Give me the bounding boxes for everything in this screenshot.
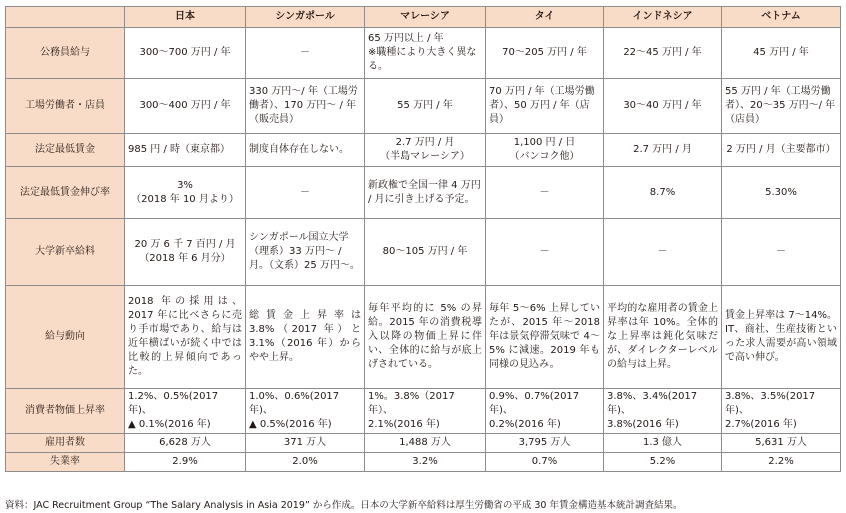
row-civil-servant-salary <box>6 28 841 79</box>
table-cell: 賃金上昇率は 7～14%。IT、商社、生産技術といった求人需要が高い領域で高い伸び。 <box>722 286 841 389</box>
header-singapore: シンガポール <box>246 7 365 28</box>
table-cell: 3.2% <box>365 453 486 472</box>
table-cell: 1.0%、0.6%(2017 年)、 ▲ 0.5%(2016 年) <box>246 389 365 434</box>
table-cell: 55 万円 / 年 <box>365 79 486 134</box>
row-label: 大学新卒給料 <box>6 219 125 286</box>
table-cell: 2 万円 / 月（主要都市） <box>722 134 841 167</box>
table-cell: 毎年平均的に 5% の昇給。2015 年の消費税導入以降の物価上昇に伴い、全体的に給与が底上げされている。 <box>365 286 486 389</box>
table-cell: 45 万円 / 年 <box>722 28 841 79</box>
table-cell: － <box>604 219 722 286</box>
table-cell: 70～205 万円 / 年 <box>486 28 604 79</box>
row-label: 消費者物価上昇率 <box>6 389 125 434</box>
source-note: 資料：JAC Recruitment Group “The Salary Analysis in Asia 2019” から作成。日本の大学新卒給料は厚生労働省の平成 30 年賃金構造基本統計調査結果。 <box>5 500 683 511</box>
table-cell: 2.0% <box>246 453 365 472</box>
table-cell: 3,795 万人 <box>486 434 604 453</box>
row-graduate-salary <box>6 219 841 286</box>
header-row <box>6 7 841 28</box>
table-cell: － <box>246 28 365 79</box>
table-cell: 80～105 万円 / 年 <box>365 219 486 286</box>
table-cell: 2.7 万円 / 月 （半島マレーシア） <box>365 134 486 167</box>
table-cell: 平均的な雇用者の賃金上昇率は年 10%。全体的な上昇率は鈍化気味だが、ダイレクターレベルの給与は上昇。 <box>604 286 722 389</box>
row-employed-persons <box>6 434 841 453</box>
table-cell: 22～45 万円 / 年 <box>604 28 722 79</box>
table-cell: 330 万円～/ 年（工場労働者）、170 万円～ / 年（販売員） <box>246 79 365 134</box>
row-factory-worker-salary <box>6 79 841 134</box>
table-cell: 制度自体存在しない。 <box>246 134 365 167</box>
table-cell: 1,488 万人 <box>365 434 486 453</box>
row-minimum-wage <box>6 134 841 167</box>
header-vietnam: ベトナム <box>722 7 841 28</box>
table-cell: 6,628 万人 <box>125 434 246 453</box>
table-cell: シンガポール国立大学（理系）33 万円～ / 月。（文系）25 万円～。 <box>246 219 365 286</box>
table-cell: 5.30% <box>722 167 841 219</box>
table-cell: 20 万 6 千 7 百円 / 月 （2018 年 6 月分） <box>125 219 246 286</box>
table-cell: 3% （2018 年 10 月より） <box>125 167 246 219</box>
table-cell: 1.3 億人 <box>604 434 722 453</box>
table-cell: 55 万円 / 年（工場労働者）、20～35 万円～/ 年（店員） <box>722 79 841 134</box>
table-cell: － <box>722 219 841 286</box>
table-cell: 0.7% <box>486 453 604 472</box>
table-cell: － <box>486 219 604 286</box>
table-cell: 1%。3.8%（2017 年）、 2.1%(2016 年) <box>365 389 486 434</box>
table-cell: 0.9%、0.7%(2017 年)、 0.2%(2016 年) <box>486 389 604 434</box>
table-cell: 2.7 万円 / 月 <box>604 134 722 167</box>
row-salary-trend <box>6 286 841 389</box>
table-cell: 65 万円以上 / 年 ※職種により大きく異なる。 <box>365 28 486 79</box>
table-cell: 3.8%、3.5%(2017 年)、 2.7%(2016 年) <box>722 389 841 434</box>
table-cell: 2.9% <box>125 453 246 472</box>
table-cell: 2.2% <box>722 453 841 472</box>
table-cell: 1,100 円 / 日 （バンコク他） <box>486 134 604 167</box>
table-cell: 985 円 / 時（東京都） <box>125 134 246 167</box>
header-thailand: タイ <box>486 7 604 28</box>
salary-comparison-table <box>5 6 841 472</box>
row-label: 法定最低賃金伸び率 <box>6 167 125 219</box>
table-cell: 30～40 万円 / 年 <box>604 79 722 134</box>
row-label: 失業率 <box>6 453 125 472</box>
row-consumer-price-inflation <box>6 389 841 434</box>
table-cell: 5,631 万人 <box>722 434 841 453</box>
row-label: 公務員給与 <box>6 28 125 79</box>
row-label: 雇用者数 <box>6 434 125 453</box>
row-minimum-wage-growth <box>6 167 841 219</box>
table-cell: 70 万円 / 年（工場労働者）、50 万円 / 年（店員） <box>486 79 604 134</box>
table-cell: － <box>486 167 604 219</box>
header-indonesia: インドネシア <box>604 7 722 28</box>
table-cell: 新政権で全国一律 4 万円 / 月に引き上げる予定。 <box>365 167 486 219</box>
header-japan: 日本 <box>125 7 246 28</box>
table-cell: 5.2% <box>604 453 722 472</box>
row-label: 工場労働者・店員 <box>6 79 125 134</box>
table-cell: 371 万人 <box>246 434 365 453</box>
header-corner <box>6 7 125 28</box>
row-label: 法定最低賃金 <box>6 134 125 167</box>
table-cell: 3.8%、3.4%(2017 年)、 3.8%(2016 年) <box>604 389 722 434</box>
table-cell: 300～700 万円 / 年 <box>125 28 246 79</box>
table-cell: 8.7% <box>604 167 722 219</box>
table-cell: 2018 年の採用は、2017 年に比べさらに売り手市場であり、給与は近年横ばいが続く中では比較的上昇傾向であった。 <box>125 286 246 389</box>
table-cell: 300～400 万円 / 年 <box>125 79 246 134</box>
table-cell: 総賃金上昇率は 3.8%（2017 年）と 3.1%（2016 年）からやや上昇。 <box>246 286 365 389</box>
header-malaysia: マレーシア <box>365 7 486 28</box>
row-unemployment-rate <box>6 453 841 472</box>
table-cell: 1.2%、0.5%(2017 年)、 ▲ 0.1%(2016 年) <box>125 389 246 434</box>
row-label: 給与動向 <box>6 286 125 389</box>
table-cell: 毎年 5～6% 上昇していたが、2015 年～2018 年は景気停滞気味で 4～5% に減速。2019 年も同様の見込み。 <box>486 286 604 389</box>
table-cell: － <box>246 167 365 219</box>
